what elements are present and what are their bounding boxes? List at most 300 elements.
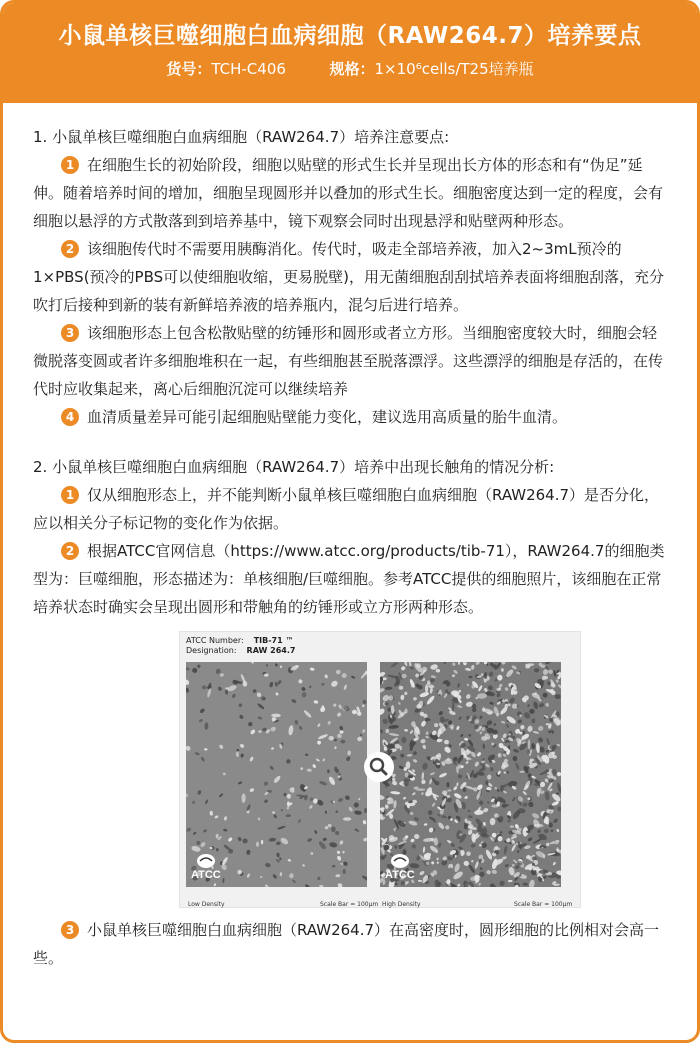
cell-speckle bbox=[336, 712, 341, 718]
cell-speckle bbox=[545, 791, 550, 800]
cell-speckle bbox=[239, 714, 244, 720]
cell-speckle bbox=[448, 744, 452, 748]
cell-speckle bbox=[264, 884, 269, 887]
cell-speckle bbox=[452, 702, 454, 712]
cell-speckle bbox=[434, 723, 438, 727]
spec-label: 规格： bbox=[329, 60, 375, 78]
cell-speckle bbox=[537, 788, 541, 797]
number-badge-2: 2 bbox=[61, 542, 79, 560]
cell-speckle bbox=[511, 665, 517, 671]
content-body bbox=[3, 103, 697, 972]
cell-speckle bbox=[335, 669, 341, 675]
cell-speckle bbox=[275, 692, 279, 696]
cell-speckle bbox=[467, 809, 471, 812]
cell-speckle bbox=[186, 687, 190, 694]
cell-speckle bbox=[277, 825, 286, 830]
cell-speckle bbox=[515, 762, 520, 770]
cell-speckle bbox=[508, 880, 513, 883]
cell-speckle bbox=[340, 739, 345, 743]
cell-speckle bbox=[285, 758, 291, 764]
cell-speckle bbox=[502, 733, 507, 739]
cell-speckle bbox=[465, 693, 471, 700]
cell-speckle bbox=[343, 869, 346, 874]
cell-speckle bbox=[465, 851, 471, 857]
figure-metadata: ATCC Number: TIB-71 ™ Designation: RAW 264.7 bbox=[186, 636, 296, 655]
cell-speckle bbox=[303, 709, 312, 718]
cell-speckle bbox=[195, 752, 200, 756]
cell-speckle bbox=[353, 801, 360, 808]
cell-speckle bbox=[527, 704, 530, 707]
cell-speckle bbox=[511, 844, 517, 852]
cell-speckle bbox=[476, 751, 482, 757]
cell-speckle bbox=[475, 662, 480, 665]
cell-speckle bbox=[513, 859, 518, 864]
cell-speckle bbox=[380, 707, 386, 716]
section-1-heading: 1. 小鼠单核巨噬细胞白血病细胞（RAW264.7）培养注意要点: bbox=[33, 128, 450, 146]
cell-speckle bbox=[301, 692, 307, 698]
cell-speckle bbox=[438, 710, 444, 716]
cell-speckle bbox=[431, 675, 437, 679]
cell-speckle bbox=[448, 710, 456, 716]
section-2-point-2: 2 根据ATCC官网信息（https://www.atcc.org/products/tib-71），RAW264.7的细胞类型为：巨噬细胞，形态描述为：单核细胞/巨噬细胞。参考ATCC提供的细胞照片，该细胞在正常培养状态时确实会呈现出圆形和带触角的纺锤形或立方形两种形态。 bbox=[33, 542, 665, 616]
cell-speckle bbox=[223, 816, 227, 821]
cell-speckle bbox=[227, 837, 232, 843]
cell-speckle bbox=[485, 849, 494, 861]
cell-speckle bbox=[501, 737, 505, 742]
section-1-point-1: 1 在细胞生长的初始阶段，细胞以贴壁的形式生长并呈现出长方体的形态和有“伪足”延伸。随着培养时间的增加，细胞呈现圆形并以叠加的形式生长。细胞密度达到一定的程度，会有细胞以悬浮的方式散落到到培养基中，镜下观察会同时出现悬浮和贴壁两种形态。 bbox=[33, 156, 664, 230]
cell-speckle bbox=[470, 843, 476, 848]
cell-speckle bbox=[285, 814, 291, 817]
cell-speckle bbox=[456, 782, 458, 786]
cell-speckle bbox=[319, 706, 326, 713]
cell-speckle bbox=[385, 686, 393, 690]
cell-speckle bbox=[354, 828, 359, 832]
cell-speckle bbox=[334, 746, 336, 749]
cell-speckle bbox=[498, 880, 505, 887]
cell-speckle bbox=[538, 702, 545, 708]
cell-speckle bbox=[192, 801, 195, 804]
cell-speckle bbox=[238, 703, 242, 707]
cell-speckle bbox=[437, 821, 445, 830]
cell-speckle bbox=[358, 798, 360, 801]
cell-speckle bbox=[324, 674, 328, 679]
cell-speckle bbox=[342, 861, 348, 867]
cell-speckle bbox=[364, 808, 367, 813]
section-1-point-4: 4 血清质量差异可能引起细胞贴壁能力变化，建议选用高质量的胎牛血清。 bbox=[33, 403, 669, 431]
cell-speckle bbox=[256, 841, 259, 846]
cell-speckle bbox=[408, 820, 418, 827]
cell-speckle bbox=[330, 680, 339, 689]
cell-speckle bbox=[545, 702, 550, 707]
cell-speckle bbox=[436, 861, 439, 864]
cell-speckle bbox=[389, 732, 400, 736]
cell-speckle bbox=[217, 686, 222, 691]
atcc-logo bbox=[190, 851, 230, 881]
cell-speckle bbox=[474, 861, 479, 870]
cell-speckle bbox=[236, 749, 239, 752]
cell-speckle bbox=[186, 679, 190, 686]
cell-speckle bbox=[200, 841, 207, 848]
zoom-button[interactable] bbox=[364, 752, 394, 782]
cell-speckle bbox=[465, 761, 469, 765]
cell-speckle bbox=[486, 870, 491, 875]
cell-speckle bbox=[219, 673, 224, 678]
cell-speckle bbox=[412, 758, 417, 763]
cell-speckle bbox=[533, 701, 539, 710]
cell-speckle bbox=[466, 683, 469, 686]
cell-speckle bbox=[206, 688, 211, 698]
cell-speckle bbox=[513, 748, 520, 753]
cell-speckle bbox=[261, 696, 267, 701]
cell-speckle bbox=[246, 873, 250, 878]
cell-speckle bbox=[354, 810, 362, 815]
cell-speckle bbox=[426, 695, 436, 706]
cell-speckle bbox=[548, 730, 552, 734]
number-badge-3: 3 bbox=[61, 921, 79, 939]
cell-speckle bbox=[313, 700, 318, 704]
cell-speckle bbox=[333, 703, 337, 707]
cell-speckle bbox=[397, 701, 401, 705]
atcc-cell-figure[interactable] bbox=[179, 631, 581, 908]
cell-speckle bbox=[339, 840, 344, 845]
cell-speckle bbox=[205, 799, 209, 804]
cell-speckle bbox=[501, 668, 504, 672]
cell-speckle bbox=[498, 683, 503, 688]
cell-speckle bbox=[443, 662, 447, 664]
cell-speckle bbox=[477, 693, 488, 699]
cell-speckle bbox=[556, 743, 560, 746]
cell-speckle bbox=[468, 676, 472, 679]
cell-speckle bbox=[327, 720, 331, 725]
cell-speckle bbox=[269, 837, 277, 841]
cell-speckle bbox=[409, 730, 413, 735]
cell-speckle bbox=[272, 873, 278, 879]
cell-speckle bbox=[398, 765, 404, 770]
cell-speckle bbox=[468, 815, 473, 819]
cell-speckle bbox=[531, 718, 536, 724]
cell-speckle bbox=[393, 800, 397, 809]
cell-speckle bbox=[332, 865, 336, 868]
cell-speckle bbox=[359, 733, 363, 736]
cell-speckle bbox=[425, 684, 428, 693]
cell-speckle bbox=[556, 806, 561, 813]
cell-speckle bbox=[186, 792, 189, 797]
cell-speckle bbox=[517, 850, 520, 853]
cell-speckle bbox=[286, 806, 289, 809]
cell-speckle bbox=[390, 791, 400, 795]
cell-speckle bbox=[532, 731, 539, 735]
cell-speckle bbox=[471, 860, 474, 863]
cell-speckle bbox=[196, 840, 202, 846]
cell-speckle bbox=[204, 748, 208, 750]
cell-speckle bbox=[201, 756, 206, 762]
cell-speckle bbox=[197, 789, 202, 795]
cell-speckle bbox=[528, 879, 535, 887]
cell-speckle bbox=[197, 664, 202, 669]
cell-speckle bbox=[453, 792, 462, 799]
cell-speckle bbox=[425, 736, 429, 739]
cell-speckle bbox=[485, 780, 489, 785]
cell-speckle bbox=[328, 736, 334, 741]
cell-speckle bbox=[537, 725, 544, 732]
high-density-caption: High Density bbox=[382, 901, 421, 908]
cell-speckle bbox=[363, 837, 367, 842]
cell-speckle bbox=[460, 734, 464, 738]
cell-speckle bbox=[273, 814, 277, 819]
cell-speckle bbox=[435, 669, 440, 673]
cell-speckle bbox=[340, 863, 344, 866]
cell-speckle bbox=[428, 827, 434, 833]
cell-speckle bbox=[491, 832, 497, 838]
cell-speckle bbox=[329, 842, 338, 849]
cell-speckle bbox=[421, 772, 424, 780]
svg-text:ATCC: ATCC bbox=[385, 869, 415, 881]
cell-speckle bbox=[453, 786, 458, 791]
cell-speckle bbox=[479, 800, 484, 805]
svg-text:ATCC: ATCC bbox=[191, 869, 221, 881]
cell-speckle bbox=[304, 883, 311, 887]
cell-speckle bbox=[339, 725, 344, 730]
cell-speckle bbox=[501, 721, 506, 724]
cell-speckle bbox=[465, 668, 472, 672]
number-badge-4: 4 bbox=[61, 408, 79, 426]
cell-speckle bbox=[400, 695, 404, 701]
cell-speckle bbox=[239, 743, 245, 749]
cell-speckle bbox=[410, 838, 415, 843]
cell-speckle bbox=[333, 738, 337, 741]
atcc-logo bbox=[384, 851, 424, 881]
cell-speckle bbox=[265, 862, 271, 868]
cell-speckle bbox=[214, 815, 219, 819]
cell-speckle bbox=[321, 682, 325, 686]
cell-speckle bbox=[439, 772, 448, 778]
cell-speckle bbox=[269, 681, 274, 687]
cell-speckle bbox=[511, 797, 516, 803]
cell-speckle bbox=[536, 743, 540, 754]
cell-speckle bbox=[443, 693, 448, 699]
cell-speckle bbox=[504, 687, 509, 692]
cell-speckle bbox=[453, 669, 458, 674]
spec-value: 1×10⁶cells/T25培养瓶 bbox=[374, 60, 534, 78]
cell-speckle bbox=[446, 797, 453, 803]
cell-speckle bbox=[429, 844, 440, 854]
cell-speckle bbox=[557, 674, 561, 680]
cell-speckle bbox=[531, 812, 540, 819]
cell-speckle bbox=[344, 795, 351, 801]
cell-speckle bbox=[506, 771, 509, 774]
cell-speckle bbox=[407, 754, 413, 757]
cell-speckle bbox=[546, 738, 551, 746]
cell-speckle bbox=[508, 697, 516, 705]
cell-speckle bbox=[309, 685, 311, 688]
cell-speckle bbox=[225, 690, 229, 695]
cell-speckle bbox=[271, 747, 275, 751]
cell-speckle bbox=[404, 729, 408, 732]
cell-speckle bbox=[241, 793, 245, 803]
cell-speckle bbox=[458, 716, 462, 720]
cell-speckle bbox=[246, 849, 251, 855]
cell-speckle bbox=[478, 882, 482, 886]
cell-speckle bbox=[489, 818, 495, 826]
cell-speckle bbox=[534, 668, 540, 674]
cell-speckle bbox=[310, 667, 315, 671]
cell-speckle bbox=[337, 797, 343, 803]
cell-speckle bbox=[287, 794, 291, 799]
cell-speckle bbox=[464, 738, 469, 741]
cell-speckle bbox=[231, 693, 236, 698]
cell-speckle bbox=[553, 670, 557, 678]
cell-speckle bbox=[446, 782, 449, 788]
cell-speckle bbox=[422, 744, 427, 749]
cell-speckle bbox=[223, 772, 226, 775]
cell-speckle bbox=[274, 682, 278, 687]
cell-speckle bbox=[487, 684, 494, 691]
cell-speckle bbox=[260, 876, 263, 878]
cell-speckle bbox=[242, 838, 248, 844]
cell-speckle bbox=[399, 686, 404, 690]
cell-speckle bbox=[506, 724, 510, 728]
cell-speckle bbox=[548, 669, 553, 674]
cell-speckle bbox=[489, 701, 494, 705]
cell-speckle bbox=[445, 825, 450, 830]
header-banner bbox=[3, 3, 697, 103]
cell-speckle bbox=[240, 753, 244, 758]
cell-speckle bbox=[186, 827, 192, 833]
cell-speckle bbox=[546, 842, 550, 846]
cell-speckle bbox=[456, 725, 460, 730]
cell-speckle bbox=[298, 679, 303, 684]
cell-speckle bbox=[319, 780, 328, 786]
cell-speckle bbox=[388, 725, 399, 730]
cell-speckle bbox=[421, 779, 427, 785]
cell-speckle bbox=[554, 694, 560, 699]
cell-speckle bbox=[342, 705, 350, 713]
cell-speckle bbox=[307, 768, 312, 772]
cell-speckle bbox=[310, 852, 313, 855]
cell-speckle bbox=[305, 754, 308, 756]
cell-speckle bbox=[413, 697, 418, 701]
item-number-value: TCH-C406 bbox=[211, 60, 286, 78]
cell-speckle bbox=[519, 770, 525, 773]
cell-speckle bbox=[479, 867, 482, 871]
cell-speckle bbox=[361, 704, 365, 708]
cell-speckle bbox=[237, 836, 242, 842]
cell-speckle bbox=[269, 765, 274, 770]
section-2-heading: 2. 小鼠单核巨噬细胞白血病细胞（RAW264.7）培养中出现长触角的情况分析: bbox=[33, 458, 555, 476]
cell-speckle bbox=[458, 846, 463, 850]
cell-speckle bbox=[317, 876, 321, 880]
cell-speckle bbox=[351, 675, 356, 679]
cell-speckle bbox=[503, 845, 507, 854]
cell-speckle bbox=[336, 855, 341, 861]
cell-speckle bbox=[487, 774, 492, 780]
cell-speckle bbox=[503, 771, 506, 774]
cell-speckle bbox=[400, 665, 406, 671]
cell-speckle bbox=[291, 698, 297, 703]
cell-speckle bbox=[514, 864, 520, 869]
cell-speckle bbox=[408, 662, 412, 667]
cell-speckle bbox=[331, 826, 336, 832]
cell-speckle bbox=[556, 772, 561, 777]
cell-speckle bbox=[223, 844, 231, 851]
cell-speckle bbox=[362, 820, 366, 825]
cell-speckle bbox=[202, 685, 207, 689]
cell-speckle bbox=[204, 722, 208, 730]
cell-speckle bbox=[474, 761, 480, 768]
cell-speckle bbox=[309, 805, 314, 810]
cell-speckle bbox=[504, 863, 509, 867]
cell-speckle bbox=[362, 699, 367, 704]
cell-speckle bbox=[348, 806, 354, 812]
cell-speckle bbox=[316, 758, 321, 762]
cell-speckle bbox=[501, 662, 507, 665]
cell-speckle bbox=[436, 857, 439, 860]
cell-speckle bbox=[380, 687, 385, 694]
cell-speckle bbox=[401, 737, 406, 744]
cell-speckle bbox=[341, 672, 347, 678]
cell-speckle bbox=[390, 662, 399, 668]
cell-speckle bbox=[545, 662, 552, 665]
cell-speckle bbox=[404, 691, 408, 695]
high-density-micrograph bbox=[380, 662, 561, 887]
cell-speckle bbox=[193, 831, 197, 835]
cell-speckle bbox=[497, 753, 502, 758]
cell-speckle bbox=[319, 885, 323, 887]
cell-speckle bbox=[276, 841, 281, 845]
cell-speckle bbox=[251, 662, 254, 664]
cell-speckle bbox=[551, 792, 561, 803]
low-density-caption: Low Density bbox=[188, 901, 225, 908]
cell-speckle bbox=[458, 662, 461, 665]
cell-speckle bbox=[463, 860, 470, 867]
cell-speckle bbox=[257, 703, 265, 710]
section-2-point-1: 1 仅从细胞形态上，并不能判断小鼠单核巨噬细胞白血病细胞（RAW264.7）是否分化，应以相关分子标记物的变化作为依据。 bbox=[33, 486, 660, 532]
page-title: 小鼠单核巨噬细胞白血病细胞（RAW264.7）培养要点 bbox=[58, 23, 642, 49]
cell-speckle bbox=[484, 763, 490, 768]
cell-speckle bbox=[422, 762, 429, 770]
cell-speckle bbox=[345, 756, 351, 762]
cell-speckle bbox=[288, 725, 294, 736]
cell-speckle bbox=[238, 781, 243, 785]
cell-speckle bbox=[452, 870, 464, 881]
cell-speckle bbox=[380, 794, 385, 800]
cell-speckle bbox=[223, 828, 228, 832]
cell-speckle bbox=[362, 729, 366, 733]
cell-speckle bbox=[242, 681, 247, 687]
cell-speckle bbox=[258, 730, 262, 733]
cell-speckle bbox=[357, 737, 362, 741]
cell-speckle bbox=[347, 750, 351, 755]
cell-speckle bbox=[328, 776, 337, 786]
cell-speckle bbox=[466, 716, 470, 721]
cell-speckle bbox=[203, 829, 207, 833]
cell-speckle bbox=[529, 708, 535, 714]
cell-speckle bbox=[478, 685, 484, 692]
cell-speckle bbox=[261, 840, 263, 845]
cell-speckle bbox=[454, 819, 459, 824]
cell-speckle bbox=[249, 756, 254, 762]
cell-speckle bbox=[250, 729, 256, 736]
cell-speckle bbox=[448, 707, 452, 711]
cell-speckle bbox=[414, 834, 420, 839]
cell-speckle bbox=[431, 802, 436, 807]
cell-speckle bbox=[429, 779, 433, 785]
cell-speckle bbox=[452, 662, 456, 666]
cell-speckle bbox=[431, 861, 435, 865]
cell-speckle bbox=[444, 740, 450, 745]
cell-speckle bbox=[457, 683, 460, 688]
cell-speckle bbox=[337, 883, 343, 887]
